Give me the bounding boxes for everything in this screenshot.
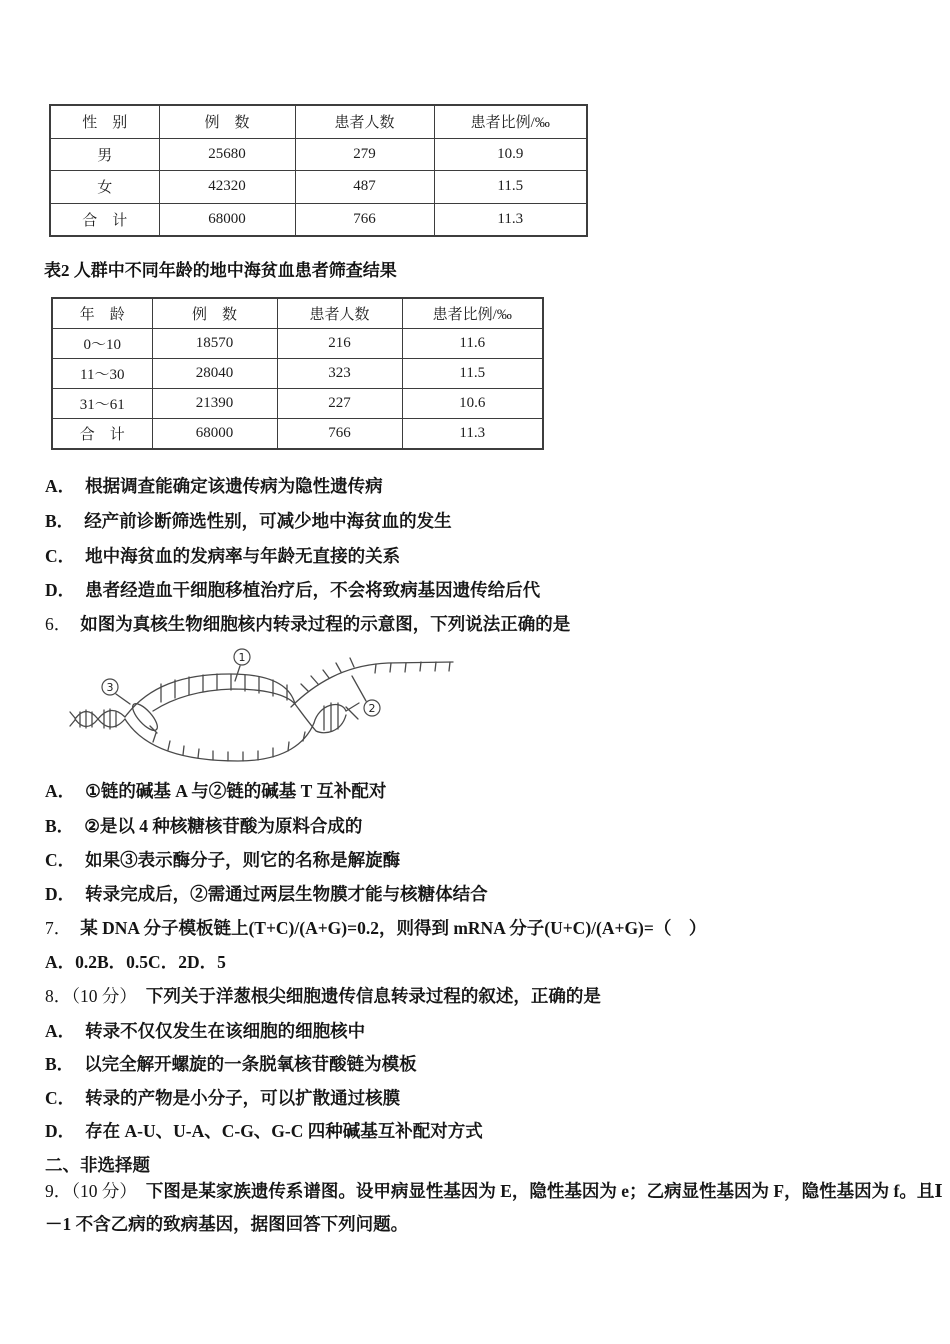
options-text: A．0.2B．0.5C．2D．5 <box>45 952 226 972</box>
question-number: 9．（10 分） <box>45 1181 137 1201</box>
label1-text: 1 <box>238 651 246 664</box>
option-letter: B． <box>45 816 75 836</box>
cell: 11.3 <box>434 203 587 236</box>
option-text: 如果③表示酶分子，则它的名称是解旋酶 <box>85 850 401 870</box>
option-text: 存在 A-U、U-A、C-G、G-C 四种碱基互补配对方式 <box>85 1121 483 1141</box>
option-letter: D． <box>45 884 76 904</box>
cell: 68000 <box>159 203 295 236</box>
table-header-row <box>52 298 543 329</box>
option-letter: D． <box>45 580 76 600</box>
section2-heading <box>45 1153 150 1177</box>
cell: 766 <box>277 419 402 450</box>
option-text: 转录不仅仅发生在该细胞的细胞核中 <box>85 1021 366 1041</box>
cell: 68000 <box>152 419 277 450</box>
option-letter: A． <box>45 781 76 801</box>
q8-option-a <box>45 1019 365 1043</box>
cell: 21390 <box>152 389 277 419</box>
cell: 31～61 <box>52 389 152 419</box>
option-letter: B． <box>45 511 75 531</box>
q6-stem <box>45 612 570 636</box>
header-cell: 例 数 <box>152 298 277 329</box>
label3-leader <box>116 694 130 704</box>
q8-stem <box>45 984 601 1008</box>
header-cell: 患者比例/‰ <box>434 105 587 138</box>
cell: 0～10 <box>52 329 152 359</box>
table-row <box>50 203 587 236</box>
label2-text: 2 <box>368 702 376 715</box>
table-row <box>52 389 543 419</box>
cell: 227 <box>277 389 402 419</box>
dna-strands <box>70 658 453 761</box>
q9-stem-line1 <box>45 1179 943 1203</box>
q6-option-c <box>45 848 400 872</box>
question-text: 下列关于洋葱根尖细胞遗传信息转录过程的叙述，正确的是 <box>145 986 601 1006</box>
header-cell: 例 数 <box>159 105 295 138</box>
option-letter: C． <box>45 1088 76 1108</box>
cell: 766 <box>295 203 434 236</box>
table-row <box>50 171 587 204</box>
question-text: －1 不含乙病的致病基因，据图回答下列问题。 <box>45 1214 409 1234</box>
header-cell: 患者人数 <box>295 105 434 138</box>
q6-option-b <box>45 814 362 838</box>
table-row <box>52 329 543 359</box>
option-text: 根据调查能确定该遗传病为隐性遗传病 <box>85 476 383 496</box>
option-text: ①链的碱基 A 与②链的碱基 T 互补配对 <box>85 781 387 801</box>
table-row <box>52 359 543 389</box>
cell: 42320 <box>159 171 295 204</box>
cell: 10.6 <box>402 389 543 419</box>
cell: 216 <box>277 329 402 359</box>
cell: 10.9 <box>434 138 587 171</box>
q7-options-line <box>45 950 226 974</box>
cell: 28040 <box>152 359 277 389</box>
question-text: 下图是某家族遗传系谱图。设甲病显性基因为 E，隐性基因为 e；乙病显性基因为 F，隐性基因为 f。且Ⅰ <box>145 1181 943 1201</box>
cell: 女 <box>50 171 159 204</box>
option-letter: B． <box>45 1054 75 1074</box>
option-text: 以完全解开螺旋的一条脱氧核苷酸链为模板 <box>84 1054 417 1074</box>
gender-screening-table <box>49 104 588 237</box>
header-cell: 性 别 <box>50 105 159 138</box>
option-text: 地中海贫血的发病率与年龄无直接的关系 <box>85 546 401 566</box>
circled-label-2 <box>364 700 380 716</box>
circled-label-3 <box>102 679 118 695</box>
q5-option-d <box>45 578 540 602</box>
option-letter: A． <box>45 476 76 496</box>
question-number: 7． <box>45 918 72 938</box>
q8-option-d <box>45 1119 483 1143</box>
question-number: 8．（10 分） <box>45 986 137 1006</box>
cell: 279 <box>295 138 434 171</box>
cell: 合 计 <box>50 203 159 236</box>
question-text: 如图为真核生物细胞核内转录过程的示意图，下列说法正确的是 <box>80 614 571 634</box>
table-row <box>52 419 543 450</box>
option-letter: C． <box>45 850 76 870</box>
option-text: 患者经造血干细胞移植治疗后，不会将致病基因遗传给后代 <box>85 580 541 600</box>
q7-stem <box>45 916 706 940</box>
table-header-row <box>50 105 587 138</box>
question-text: 某 DNA 分子模板链上(T+C)/(A+G)=0.2，则得到 mRNA 分子(U+C)/(A+G)=（ ） <box>80 918 707 938</box>
header-cell: 患者比例/‰ <box>402 298 543 329</box>
cell: 合 计 <box>52 419 152 450</box>
enzyme-oval <box>129 700 161 734</box>
q5-option-b <box>45 509 452 533</box>
option-text: 经产前诊断筛选性别，可减少地中海贫血的发生 <box>84 511 452 531</box>
q5-option-c <box>45 544 400 568</box>
q6-option-a <box>45 779 386 803</box>
option-letter: D． <box>45 1121 76 1141</box>
option-text: 转录完成后，②需通过两层生物膜才能与核糖体结合 <box>85 884 488 904</box>
question-number: 6． <box>45 614 72 634</box>
cell: 18570 <box>152 329 277 359</box>
label2-leader <box>352 676 366 701</box>
cell: 男 <box>50 138 159 171</box>
transcription-diagram <box>58 640 458 775</box>
option-letter: C． <box>45 546 76 566</box>
q8-option-c <box>45 1086 400 1110</box>
table-row <box>50 138 587 171</box>
q6-option-d <box>45 882 488 906</box>
section-title: 二、非选择题 <box>45 1155 150 1175</box>
header-cell: 患者人数 <box>277 298 402 329</box>
cell: 11.6 <box>402 329 543 359</box>
cell: 11.5 <box>434 171 587 204</box>
age-screening-table <box>51 297 544 450</box>
circled-label-1 <box>234 649 250 665</box>
option-text: 转录的产物是小分子，可以扩散通过核膜 <box>85 1088 401 1108</box>
option-text: ②是以 4 种核糖核苷酸为原料合成的 <box>84 816 363 836</box>
cell: 323 <box>277 359 402 389</box>
q8-option-b <box>45 1052 417 1076</box>
cell: 25680 <box>159 138 295 171</box>
cell: 11.3 <box>402 419 543 450</box>
cell: 11～30 <box>52 359 152 389</box>
label3-text: 3 <box>106 681 114 694</box>
cell: 487 <box>295 171 434 204</box>
q5-option-a <box>45 474 383 498</box>
q9-stem-line2 <box>45 1212 408 1236</box>
table2-caption: 表2 人群中不同年龄的地中海贫血患者筛查结果 <box>44 261 397 280</box>
cell: 11.5 <box>402 359 543 389</box>
option-letter: A． <box>45 1021 76 1041</box>
header-cell: 年 龄 <box>52 298 152 329</box>
